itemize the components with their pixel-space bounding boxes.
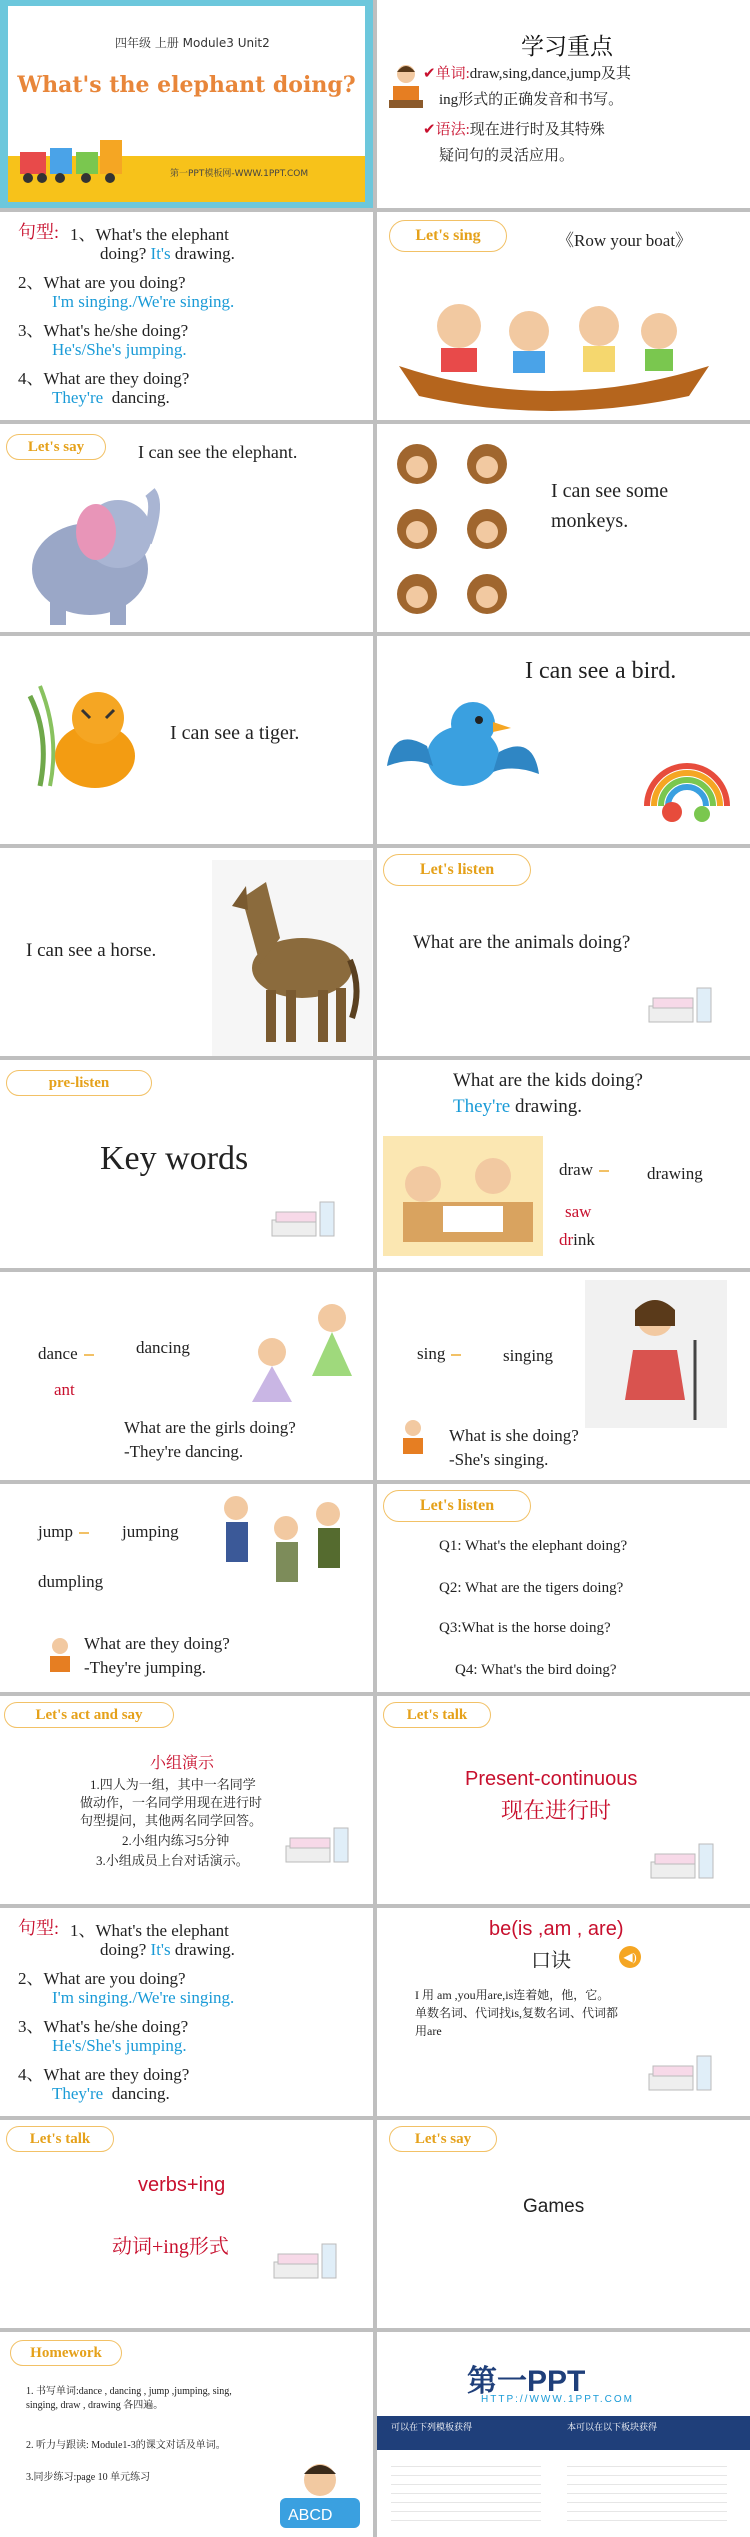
jumping-people-icon xyxy=(196,1488,356,1628)
slide-monkeys[interactable] xyxy=(377,424,750,632)
bird-sentence: I can see a bird. xyxy=(525,658,677,684)
books-icon xyxy=(645,2044,719,2098)
slide-lets-sing[interactable] xyxy=(377,212,750,420)
brand-url[interactable]: HTTP://WWW.1PPT.COM xyxy=(481,2394,634,2405)
slide-sentence-patterns-2[interactable] xyxy=(0,1908,373,2116)
student-icon xyxy=(46,1636,74,1676)
group-demo-line-3: 句型提问，其他两名同学回答。 xyxy=(80,1813,263,1828)
pattern-a4: They're dancing. xyxy=(52,388,170,407)
books-icon xyxy=(270,2232,344,2286)
kids-question: What are the kids doing? xyxy=(453,1070,643,1091)
word-dancing: dancing xyxy=(136,1338,190,1357)
word-dumpling: dumpling xyxy=(38,1572,104,1591)
homework-tag[interactable]: Homework xyxy=(10,2340,122,2366)
lets-talk-tag[interactable]: Let's talk xyxy=(6,2126,114,2152)
horse-sentence: I can see a horse. xyxy=(26,940,157,961)
abcd-kid-icon xyxy=(272,2456,368,2534)
elephant-sentence: I can see the elephant. xyxy=(138,442,298,462)
slide-pre-listen[interactable] xyxy=(0,1060,373,1268)
they-answer: -They're jumping. xyxy=(84,1658,207,1677)
toy-train-icon xyxy=(16,130,126,186)
books-icon xyxy=(282,1816,356,1870)
pattern-q3: 3、What's he/she doing? xyxy=(18,321,189,340)
slide-lets-listen-1[interactable] xyxy=(377,848,750,1056)
cover-title: What's the elephant doing? xyxy=(17,72,356,98)
lets-listen-tag[interactable]: Let's listen xyxy=(383,854,531,886)
singer-icon xyxy=(605,1290,715,1424)
homework-1-cont: singing, draw , drawing 各四遍。 xyxy=(26,2400,164,2411)
pre-listen-tag[interactable]: pre-listen xyxy=(6,1070,152,1096)
patterns-label: 句型: xyxy=(18,222,60,242)
monkeys-sentence-1: I can see some xyxy=(551,480,669,502)
pattern-q2: 2、What are you doing? xyxy=(18,1969,186,1988)
listen-q1: Q1: What's the elephant doing? xyxy=(439,1538,628,1554)
key-words-title: Key words xyxy=(100,1140,249,1177)
pattern-a2: I'm singing./We're singing. xyxy=(52,1988,235,2007)
books-icon xyxy=(268,1190,342,1244)
verbs-ing-zh: 动词+ing形式 xyxy=(112,2236,229,2258)
slide-be-rhyme[interactable] xyxy=(377,1908,750,2116)
pattern-a3: He's/She's jumping. xyxy=(52,2036,187,2055)
monkeys-sentence-2: monkeys. xyxy=(551,510,629,532)
slide-present-continuous[interactable] xyxy=(377,1696,750,1904)
key-points-heading: 学习重点 xyxy=(521,34,613,60)
svg-text:ABCD: ABCD xyxy=(288,2507,333,2524)
cover-series: 四年级 上册 Module3 Unit2 xyxy=(115,36,270,50)
listen-q3: Q3:What is the horse doing? xyxy=(439,1620,611,1636)
be-forms: be(is ,am , are) xyxy=(489,1918,624,1940)
word-saw: saw xyxy=(565,1202,592,1221)
brand-left-links[interactable] xyxy=(391,2458,541,2526)
lets-talk-tag[interactable]: Let's talk xyxy=(383,1702,491,1728)
patterns-label: 句型: xyxy=(18,1918,60,1938)
pattern-a1: doing? It's drawing. xyxy=(100,1940,235,1959)
word-dance: dance xyxy=(38,1344,100,1364)
student-icon xyxy=(399,1418,427,1458)
speaker-icon[interactable]: ◀) xyxy=(619,1946,641,1968)
rhyme-line-1: I 用 am ,you用are,is连着她，他，它。 xyxy=(415,1988,610,2002)
pattern-q1: 1、What's the elephant xyxy=(70,225,229,244)
word-singing: singing xyxy=(503,1346,554,1365)
pattern-q4: 4、What are they doing? xyxy=(18,2065,190,2084)
homework-2: 2. 听力与跟读: Module1-3的课文对话及单词。 xyxy=(26,2440,226,2451)
books-icon xyxy=(647,1832,721,1886)
present-continuous-zh: 现在进行时 xyxy=(501,1798,612,1823)
slide-homework[interactable] xyxy=(0,2332,373,2537)
kids-boat-icon xyxy=(389,276,719,416)
cover-site: 第一PPT模板网-WWW.1PPT.COM xyxy=(170,169,309,179)
listen-q4: Q4: What's the bird doing? xyxy=(455,1662,617,1678)
key-point-2: ✔语法:现在进行时及其特殊 xyxy=(423,122,605,138)
slide-elephant[interactable] xyxy=(0,424,373,632)
brand-right-links[interactable] xyxy=(567,2458,727,2526)
pattern-q3: 3、What's he/she doing? xyxy=(18,2017,189,2036)
word-jump: jump xyxy=(38,1522,95,1542)
slide-act-and-say[interactable] xyxy=(0,1696,373,1904)
pattern-a2: I'm singing./We're singing. xyxy=(52,292,235,311)
slide-verbs-ing[interactable] xyxy=(0,2120,373,2328)
girls-question: What are the girls doing? xyxy=(124,1418,296,1437)
slide-sentence-patterns[interactable] xyxy=(0,212,373,420)
girls-answer: -They're dancing. xyxy=(124,1442,244,1461)
verbs-ing-en: verbs+ing xyxy=(138,2174,226,2196)
horse-icon xyxy=(222,868,362,1048)
they-question: What are they doing? xyxy=(84,1634,230,1653)
slide-games[interactable] xyxy=(377,2120,750,2328)
she-answer: -She's singing. xyxy=(449,1450,549,1469)
elephant-icon xyxy=(10,484,160,629)
pattern-a1: doing? It's drawing. xyxy=(100,244,235,263)
bird-icon xyxy=(383,686,543,826)
check-icon: ✔ xyxy=(423,122,436,138)
games-title: Games xyxy=(523,2196,585,2217)
word-sing: sing xyxy=(417,1344,467,1364)
slide-cover[interactable] xyxy=(0,0,373,208)
group-demo-line-5: 3.小组成员上台对话演示。 xyxy=(96,1853,249,1868)
lets-say-tag[interactable]: Let's say xyxy=(389,2126,497,2152)
slide-bird[interactable] xyxy=(377,636,750,844)
rhyme-line-2: 单数名词、代词找is,复数名词、代词都 xyxy=(415,2006,619,2020)
key-point-1-cont: ing形式的正确发音和书写。 xyxy=(439,92,624,108)
brand-logo: 第一PPT xyxy=(467,2365,586,2398)
slide-jump[interactable] xyxy=(0,1484,373,1692)
word-draw: draw xyxy=(559,1160,615,1180)
animals-question: What are the animals doing? xyxy=(413,932,631,953)
slide-draw[interactable] xyxy=(377,1060,750,1268)
check-icon: ✔ xyxy=(423,66,436,82)
slide-key-points[interactable] xyxy=(377,0,750,208)
key-point-1: ✔单词:draw,sing,dance,jump及其 xyxy=(423,66,631,82)
brand-right-title: 本可以在以下板块获得 xyxy=(567,2422,658,2432)
present-continuous-en: Present-continuous xyxy=(465,1768,638,1790)
slide-tiger[interactable] xyxy=(0,636,373,844)
dancing-girls-icon xyxy=(222,1292,372,1422)
kids-answer: They're drawing. xyxy=(453,1096,582,1117)
slide-horse[interactable] xyxy=(0,848,373,1056)
lets-say-tag[interactable]: Let's say xyxy=(6,434,106,460)
slide-sing[interactable] xyxy=(377,1272,750,1480)
tiger-icon xyxy=(20,676,150,796)
lets-listen-tag[interactable]: Let's listen xyxy=(383,1490,531,1522)
pattern-q2: 2、What are you doing? xyxy=(18,273,186,292)
books-icon xyxy=(645,976,719,1030)
kids-drawing-icon xyxy=(383,1136,543,1256)
rainbow-icon xyxy=(642,746,732,826)
pattern-a4: They're dancing. xyxy=(52,2084,170,2103)
slide-brand[interactable] xyxy=(377,2332,750,2537)
group-demo-heading: 小组演示 xyxy=(150,1755,215,1772)
word-drink: drink xyxy=(559,1230,595,1249)
word-ant: ant xyxy=(54,1380,75,1399)
monkeys-icon xyxy=(387,434,527,624)
pattern-q1: 1、What's the elephant xyxy=(70,1921,229,1940)
lets-sing-tag[interactable]: Let's sing xyxy=(389,220,507,252)
group-demo-line-4: 2.小组内练习5分钟 xyxy=(122,1833,230,1848)
slide-lets-listen-2[interactable] xyxy=(377,1484,750,1692)
she-question: What is she doing? xyxy=(449,1426,579,1445)
word-drawing: drawing xyxy=(647,1164,703,1183)
homework-3: 3.同步练习:page 10 单元练习 xyxy=(26,2472,151,2483)
listen-q2: Q2: What are the tigers doing? xyxy=(439,1580,624,1596)
brand-left-title: 可以在下列模板获得 xyxy=(391,2422,473,2432)
tiger-sentence: I can see a tiger. xyxy=(170,722,300,744)
rhyme-title: 口诀 xyxy=(531,1950,571,1972)
song-title: 《Row your boat》 xyxy=(557,231,693,250)
pattern-q4: 4、What are they doing? xyxy=(18,369,190,388)
group-demo-line-2: 做动作，一名同学用现在进行时 xyxy=(80,1795,263,1810)
lets-act-and-say-tag[interactable]: Let's act and say xyxy=(4,1702,174,1728)
pattern-a3: He's/She's jumping. xyxy=(52,340,187,359)
student-icon xyxy=(387,62,425,112)
slide-dance[interactable] xyxy=(0,1272,373,1480)
key-point-2-cont: 疑问句的灵活应用。 xyxy=(439,148,575,164)
homework-1: 1. 书写单词:dance , dancing , jump ,jumping, sing, xyxy=(26,2386,232,2397)
rhyme-line-3: 用are xyxy=(415,2024,442,2038)
group-demo-line-1: 1.四人为一组，其中一名同学 xyxy=(90,1777,256,1792)
word-jumping: jumping xyxy=(122,1522,179,1541)
